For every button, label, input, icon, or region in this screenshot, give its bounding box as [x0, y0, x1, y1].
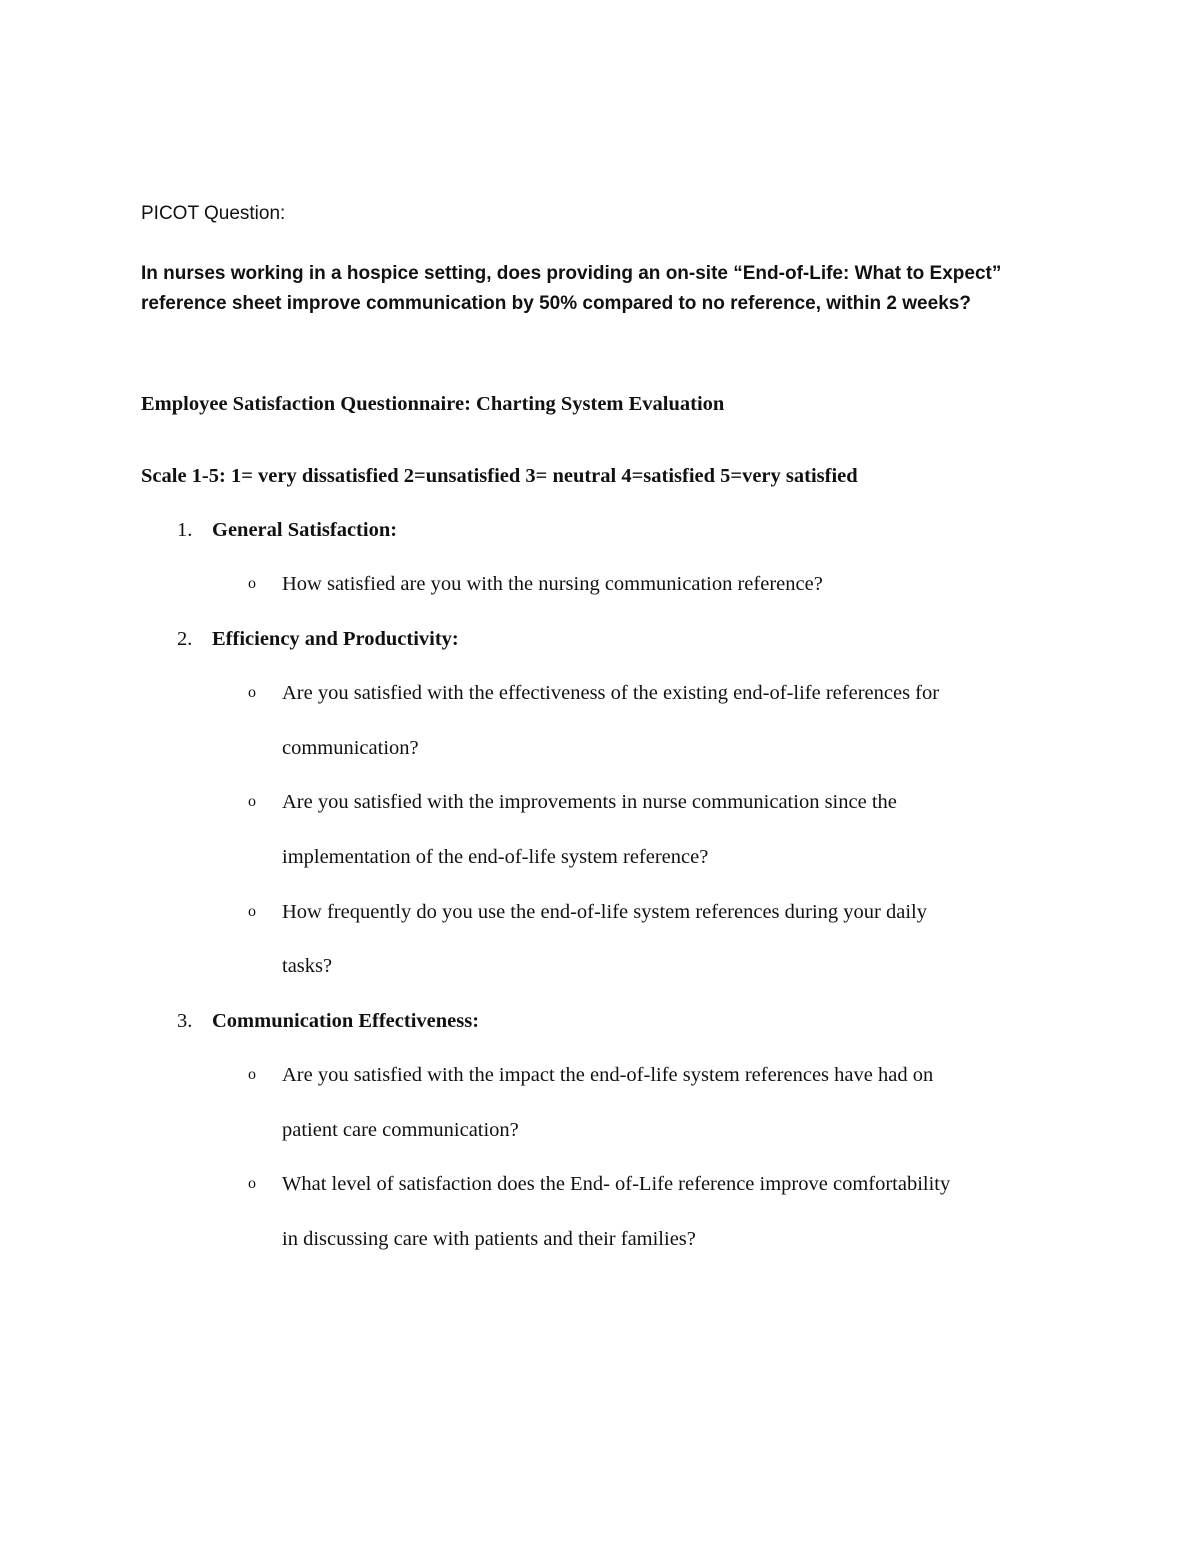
bullet-marker: o — [248, 1175, 256, 1192]
section-number: 1. — [177, 519, 193, 541]
questionnaire-title: Employee Satisfaction Questionnaire: Charting System Evaluation — [141, 393, 725, 415]
bullet-marker: o — [248, 903, 256, 920]
bullet-marker: o — [248, 575, 256, 592]
picot-question-line: In nurses working in a hospice setting, does providing an on-site “End-of-Life: What to Expect” — [141, 263, 1002, 284]
rating-scale: Scale 1-5: 1= very dissatisfied 2=unsatisfied 3= neutral 4=satisfied 5=very satisfied — [141, 465, 858, 487]
question-item-line: communication? — [282, 737, 419, 759]
picot-label: PICOT Question: — [141, 203, 286, 224]
question-item-line: How satisfied are you with the nursing communication reference? — [282, 573, 823, 595]
bullet-marker: o — [248, 793, 256, 810]
question-item-line: tasks? — [282, 955, 333, 977]
question-item-line: Are you satisfied with the effectiveness of the existing end-of-life references for — [282, 682, 940, 704]
section-heading-communication-effectiveness: Communication Effectiveness: — [212, 1010, 480, 1032]
picot-question — [141, 259, 1071, 319]
question-item-line: patient care communication? — [282, 1119, 519, 1141]
question-item-line: Are you satisfied with the improvements in nurse communication since the — [282, 791, 897, 813]
question-item-line: Are you satisfied with the impact the end-of-life system references have had on — [282, 1064, 934, 1086]
bullet-marker: o — [248, 684, 256, 701]
section-number: 3. — [177, 1010, 193, 1032]
section-heading-general-satisfaction: General Satisfaction: — [212, 519, 398, 541]
section-number: 2. — [177, 628, 193, 650]
question-item-line: in discussing care with patients and their families? — [282, 1228, 696, 1250]
picot-question-line: reference sheet improve communication by 50% compared to no reference, within 2 weeks? — [141, 293, 971, 314]
question-item-line: implementation of the end-of-life system reference? — [282, 846, 709, 868]
section-heading-efficiency-productivity: Efficiency and Productivity: — [212, 628, 459, 650]
question-item-line: How frequently do you use the end-of-life system references during your daily — [282, 901, 927, 923]
bullet-marker: o — [248, 1066, 256, 1083]
question-item-line: What level of satisfaction does the End- of-Life reference improve comfortability — [282, 1173, 951, 1195]
